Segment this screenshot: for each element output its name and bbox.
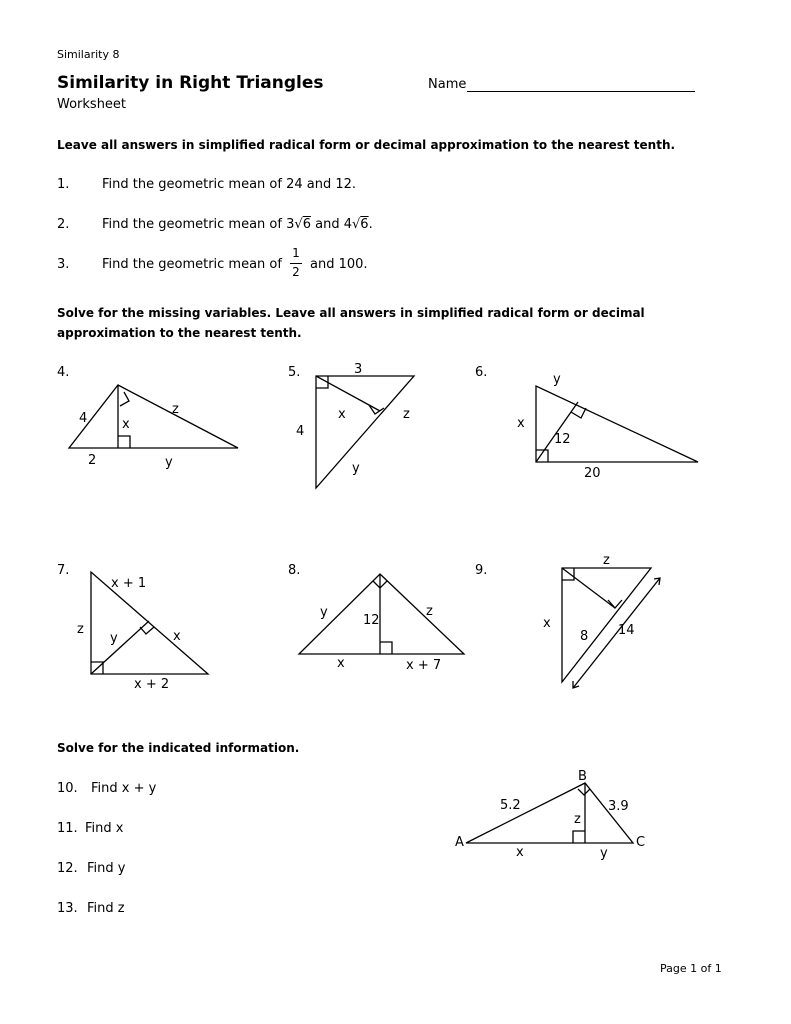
question-3-end: and 100.: [310, 257, 368, 272]
figure-8-label: x: [337, 656, 345, 671]
figure-9-label: 8: [580, 629, 589, 644]
fraction-numerator: 1: [292, 246, 300, 260]
figure-5-number: 5.: [288, 365, 301, 380]
instructions-section1: Leave all answers in simplified radical form or decimal approximation to the nearest tenth.: [57, 138, 676, 152]
question-11-text: Find x: [85, 821, 124, 836]
figure-9-label: x: [543, 616, 551, 631]
figure-5-label: 3: [354, 362, 363, 377]
figure-abc-label: x: [516, 845, 524, 860]
question-12-number: 12.: [57, 861, 78, 876]
question-3-text: Find the geometric mean of: [102, 257, 282, 272]
figure-abc-label: y: [600, 846, 608, 861]
figure-7-label: z: [77, 622, 84, 637]
figure-abc-label: B: [578, 769, 587, 784]
figure-7-label: x + 2: [134, 677, 170, 692]
page-number: Page 1 of 1: [660, 962, 722, 975]
question-10-text: Find x + y: [91, 781, 157, 796]
figure-abc-label: 5.2: [500, 798, 521, 813]
figure-4-label: x: [122, 417, 130, 432]
figure-7-number: 7.: [57, 563, 70, 578]
page-title: Similarity in Right Triangles: [57, 73, 324, 93]
name-label: Name: [428, 77, 467, 92]
figure-4-number: 4.: [57, 365, 70, 380]
question-10-number: 10.: [57, 781, 78, 796]
instructions-section2-line1: Solve for the missing variables. Leave all answers in simplified radical form or decimal: [57, 306, 645, 320]
figure-abc-label: 3.9: [608, 799, 629, 814]
page-subtitle: Worksheet: [57, 97, 127, 112]
figure-abc-label: A: [455, 835, 464, 850]
figure-8-number: 8.: [288, 563, 301, 578]
question-2-text: Find the geometric mean of 3√6 and 4√6.: [102, 217, 373, 232]
figure-7-label: x: [173, 629, 181, 644]
figure-abc-label: C: [636, 835, 646, 850]
question-2-and: and: [315, 217, 340, 232]
figure-8-label: z: [426, 604, 433, 619]
figure-6-number: 6.: [475, 365, 488, 380]
instructions-section2-line2: approximation to the nearest tenth.: [57, 326, 302, 340]
question-2-number: 2.: [57, 217, 70, 232]
figure-9-number: 9.: [475, 563, 488, 578]
question-11-number: 11.: [57, 821, 78, 836]
figure-8-label: y: [320, 605, 328, 620]
question-1-number: 1.: [57, 177, 70, 192]
figure-6-label: 12: [554, 432, 571, 447]
question-13-number: 13.: [57, 901, 78, 916]
figure-6-label: x: [517, 416, 525, 431]
figure-8-label: 12: [363, 613, 380, 628]
top-label: Similarity 8: [57, 48, 120, 61]
question-1-text: Find the geometric mean of 24 and 12.: [102, 177, 357, 192]
question-3-number: 3.: [57, 257, 70, 272]
figure-abc-label: z: [574, 812, 581, 827]
figure-6-label: 20: [584, 466, 601, 481]
figure-5-label: x: [338, 407, 346, 422]
fraction-denominator: 2: [292, 265, 300, 279]
radical-b: 4√6: [343, 217, 369, 232]
figure-7-label: y: [110, 631, 118, 646]
figure-5-label: y: [352, 461, 360, 476]
question-12-text: Find y: [87, 861, 126, 876]
figure-5-label: z: [403, 407, 410, 422]
figure-4-label: y: [165, 455, 173, 470]
radical-a: 3√6: [286, 217, 311, 232]
figure-8-label: x + 7: [406, 658, 442, 673]
figure-7-label: x + 1: [111, 576, 147, 591]
instructions-section3: Solve for the indicated information.: [57, 741, 300, 755]
figure-4-label: 2: [88, 453, 97, 468]
figure-6-label: y: [553, 372, 561, 387]
figure-5-label: 4: [296, 424, 305, 439]
question-13-text: Find z: [87, 901, 125, 916]
figure-9-label: 14: [618, 623, 635, 638]
figure-4-label: z: [172, 402, 179, 417]
figure-9-label: z: [603, 553, 610, 568]
figure-4-label: 4: [79, 411, 88, 426]
question-2-prefix: Find the geometric mean of: [102, 217, 282, 232]
